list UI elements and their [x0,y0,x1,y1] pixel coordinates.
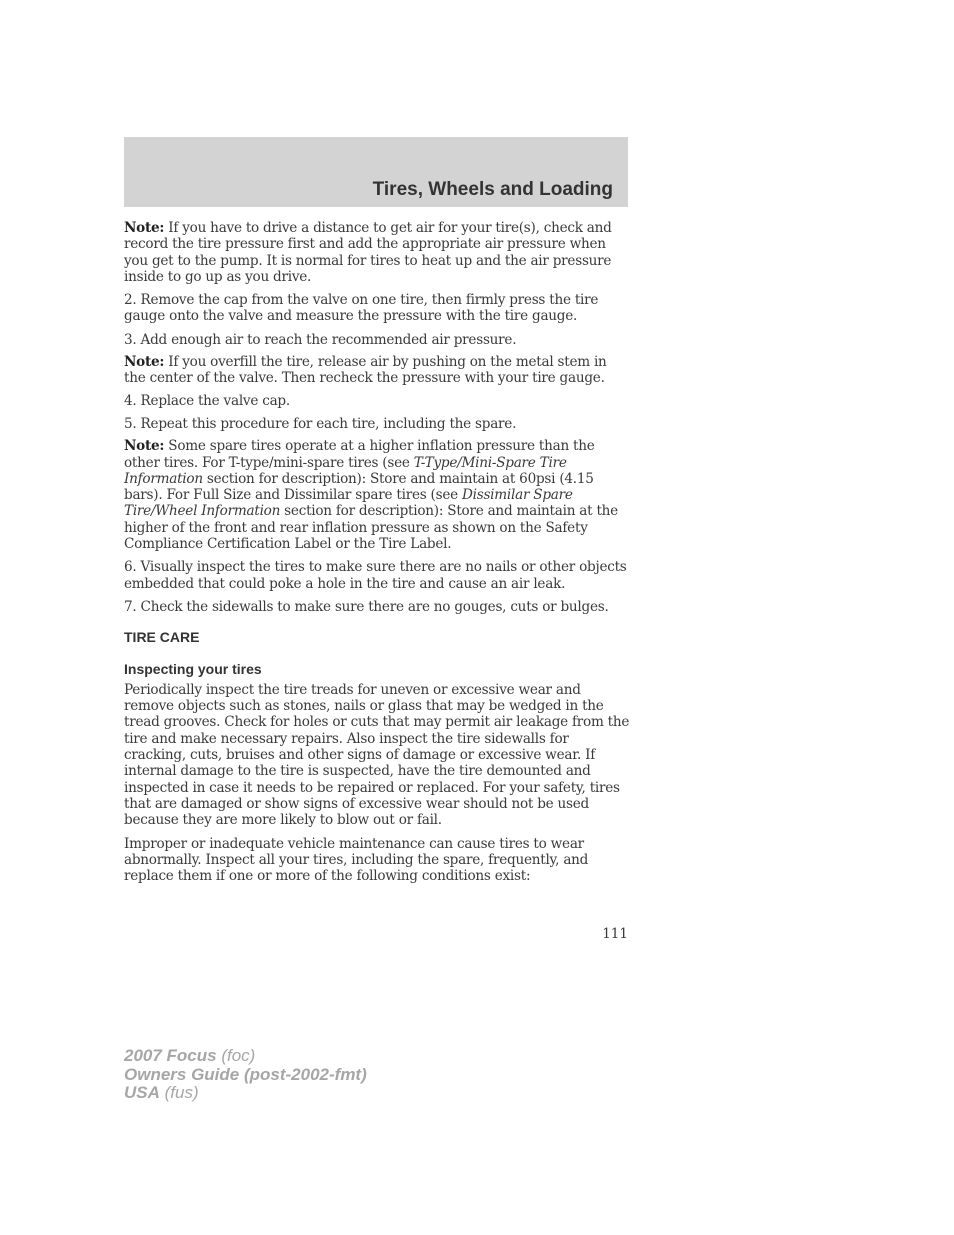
step-6: 6. Visually inspect the tires to make sure there are no nails or other objects embedded that could poke a hole in the tire and cause an air leak. [124,559,627,592]
step-7: 7. Check the sidewalls to make sure there are no gouges, cuts or bulges. [124,598,609,615]
footer-model-code: (foc) [216,1046,256,1065]
footer-market: USA [124,1083,160,1102]
cross-reference: Dissimilar Spare Tire/Wheel Information [124,487,573,520]
sub-heading: Inspecting your tires [124,660,262,677]
section-heading: TIRE CARE [124,629,200,646]
inspect-paragraph: Periodically inspect the tire treads for uneven or excessive wear and remove objects such as stones, nails or glass that may be wedged in the tread grooves. Check for holes or cuts that may permit air leakage from the tire and make necessary repairs. Also inspect the tire sidewalls for cracking, cuts, bruises and other signs of damage or excessive wear. If internal damage to the tire is suspected, have the tire demounted and inspected in case it needs to be repaired or replaced. For your safety, tires that are damaged or show signs of excessive wear should not be used because they are more likely to blow out or fail. [124,681,630,829]
note-paragraph [124,354,630,387]
footer-model: 2007 Focus [124,1046,217,1065]
footer-guide: Owners Guide (post-2002-fmt) [124,1064,367,1084]
step-3: 3. Add enough air to reach the recommended air pressure. [124,331,517,348]
footer-line [124,1084,367,1103]
step-2: 2. Remove the cap from the valve on one tire, then firmly press the tire gauge onto the valve and measure the pressure with the tire gauge. [124,292,599,325]
footer-line [124,1047,367,1066]
note-paragraph [124,220,630,285]
note-text: If you have to drive a distance to get air for your tire(s), check and record the tire pressure first and add the appropriate air pressure when you get to the pump. It is normal for tires to heat up and the air pressure inside to go up as you drive. [124,220,612,285]
cross-reference: T-Type/Mini-Spare Tire Information [124,454,567,487]
maintenance-paragraph: Improper or inadequate vehicle maintenance can cause tires to wear abnormally. Inspect all your tires, including the spare, frequently, and replace them if one or more of the following conditions exist: [124,835,589,885]
page-number: 111 [602,926,628,942]
note-paragraph [124,438,630,552]
note-text: section for description): Store and maintain at the higher of the front and rear inflation pressure as shown on the Safety Compliance Certification Label or the Tire Label. [124,503,618,553]
footer-line [124,1066,367,1085]
page-body [124,220,630,891]
chapter-title: Tires, Wheels and Loading [372,179,613,200]
note-label: Note: [124,220,165,236]
document-footer [124,1047,367,1103]
step-4: 4. Replace the valve cap. [124,392,290,409]
note-text: Some spare tires operate at a higher inflation pressure than the other tires. For T-type/mini-spare tires (see [124,438,595,471]
step-5: 5. Repeat this procedure for each tire, including the spare. [124,415,517,432]
note-label: Note: [124,354,165,371]
chapter-header-band [124,137,628,207]
footer-market-code: (fus) [159,1083,199,1102]
note-text: section for description): Store and maintain at 60psi (4.15 bars). For Full Size and Dissimilar spare tires (see [124,470,594,504]
note-label: Note: [124,438,165,455]
note-text: If you overfill the tire, release air by pushing on the metal stem in the center of the valve. Then recheck the pressure with your tire gauge. [124,354,607,387]
